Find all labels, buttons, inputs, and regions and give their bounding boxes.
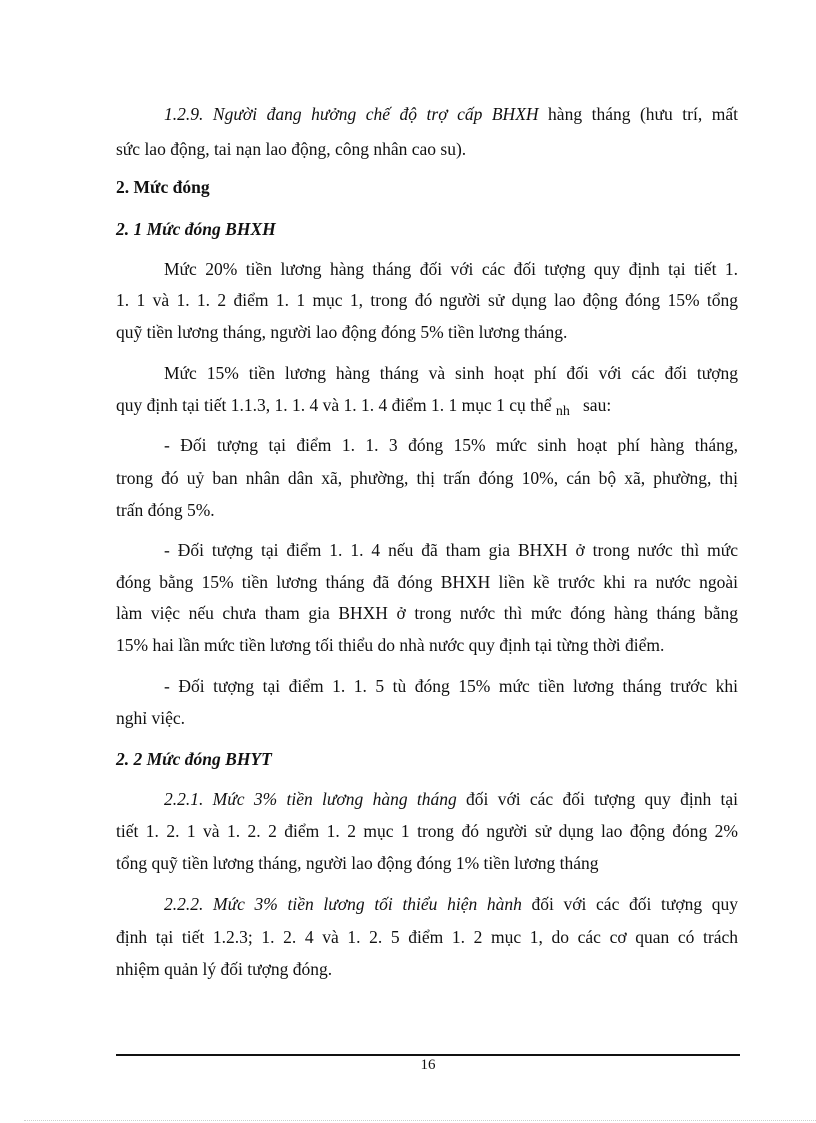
bullet3-line-1: - Đối tượng tại điểm 1. 1. 5 tù đóng 15% mức tiền lương tháng trước khi bbox=[164, 676, 738, 696]
para1-line-2: 1. 1 và 1. 1. 2 điểm 1. 1 mục 1, trong đó người sử dụng lao động đóng 15% tổng bbox=[116, 290, 738, 310]
bullet1-line-1: - Đối tượng tại điểm 1. 1. 3 đóng 15% mức sinh hoạt phí hàng tháng, bbox=[164, 435, 738, 455]
bullet1-line-3: trấn đóng 5%. bbox=[116, 500, 215, 520]
bullet2-line-1: - Đối tượng tại điểm 1. 1. 4 nếu đã tham gia BHXH ở trong nước thì mức bbox=[164, 540, 738, 560]
para-1-2-9-title: 1.2.9. Người đang hưởng chế độ trợ cấp BHXH bbox=[164, 104, 539, 124]
bullet2-line-2: đóng bằng 15% tiền lương tháng đã đóng BHXH liền kề trước khi ra nước ngoài bbox=[116, 572, 738, 592]
para-2-2-1-line-3: tổng quỹ tiền lương tháng, người lao động đóng 1% tiền lương tháng bbox=[116, 853, 599, 873]
para-2-2-1-line-1 bbox=[164, 787, 738, 811]
para-2-2-1-line-1-rest: đối với các đối tượng quy định tại bbox=[456, 789, 738, 809]
bullet3-line-2: nghỉ việc. bbox=[116, 708, 186, 728]
para2-line-2-start: quy định tại tiết 1.1.3, 1. 1. 4 và 1. 1. 4 điểm 1. 1 mục 1 cụ thể bbox=[116, 395, 552, 415]
para-2-2-1-line-2: tiết 1. 2. 1 và 1. 2. 2 điểm 1. 2 mục 1 trong đó người sử dụng lao động đóng 2% bbox=[116, 821, 738, 841]
para-2-2-2-line-1 bbox=[164, 892, 738, 916]
para-1-2-9-line-2: sức lao động, tai nạn lao động, công nhân cao su). bbox=[116, 139, 467, 159]
para-1-2-9-line-1 bbox=[164, 102, 738, 126]
para-2-2-2-line-1-rest: đối với các đối tượng quy bbox=[521, 894, 738, 914]
para-2-2-1-title: 2.2.1. Mức 3% tiền lương hàng tháng bbox=[164, 789, 457, 809]
bullet2-line-3: làm việc nếu chưa tham gia BHXH ở trong nước thì mức đóng hàng tháng bằng bbox=[116, 603, 738, 623]
page-bottom-border bbox=[24, 1120, 816, 1121]
para2-line-2 bbox=[116, 393, 611, 420]
para1-line-3: quỹ tiền lương tháng, người lao động đóng 5% tiền lương tháng. bbox=[116, 322, 568, 342]
para2-line-2-small: nh bbox=[555, 404, 570, 419]
para-2-2-2-line-2: định tại tiết 1.2.3; 1. 2. 4 và 1. 2. 5 điểm 1. 2 mục 1, do các cơ quan có trách bbox=[116, 927, 738, 947]
para-2-2-2-line-3: nhiệm quản lý đối tượng đóng. bbox=[116, 959, 333, 979]
page-number: 16 bbox=[420, 1057, 436, 1073]
subsection-heading-bhyt: 2. 2 Mức đóng BHYT bbox=[116, 749, 272, 769]
subsection-heading-bhxh: 2. 1 Mức đóng BHXH bbox=[116, 219, 276, 239]
para-1-2-9-line-1-rest: hàng tháng (hưu trí, mất bbox=[538, 104, 738, 124]
bullet2-line-4: 15% hai lần mức tiền lương tối thiểu do nhà nước quy định tại từng thời điểm. bbox=[116, 635, 665, 655]
section-heading-muc-dong: 2. Mức đóng bbox=[116, 177, 210, 197]
para1-line-1: Mức 20% tiền lương hàng tháng đối với các đối tượng quy định tại tiết 1. bbox=[164, 259, 738, 279]
para-2-2-2-title: 2.2.2. Mức 3% tiền lương tối thiểu hiện hành bbox=[164, 894, 522, 914]
para2-line-1: Mức 15% tiền lương hàng tháng và sinh hoạt phí đối với các đối tượng bbox=[164, 363, 738, 383]
bullet1-line-2: trong đó uỷ ban nhân dân xã, phường, thị trấn đóng 10%, cán bộ xã, phường, thị bbox=[116, 468, 738, 488]
para2-line-2-end: sau: bbox=[583, 395, 612, 415]
